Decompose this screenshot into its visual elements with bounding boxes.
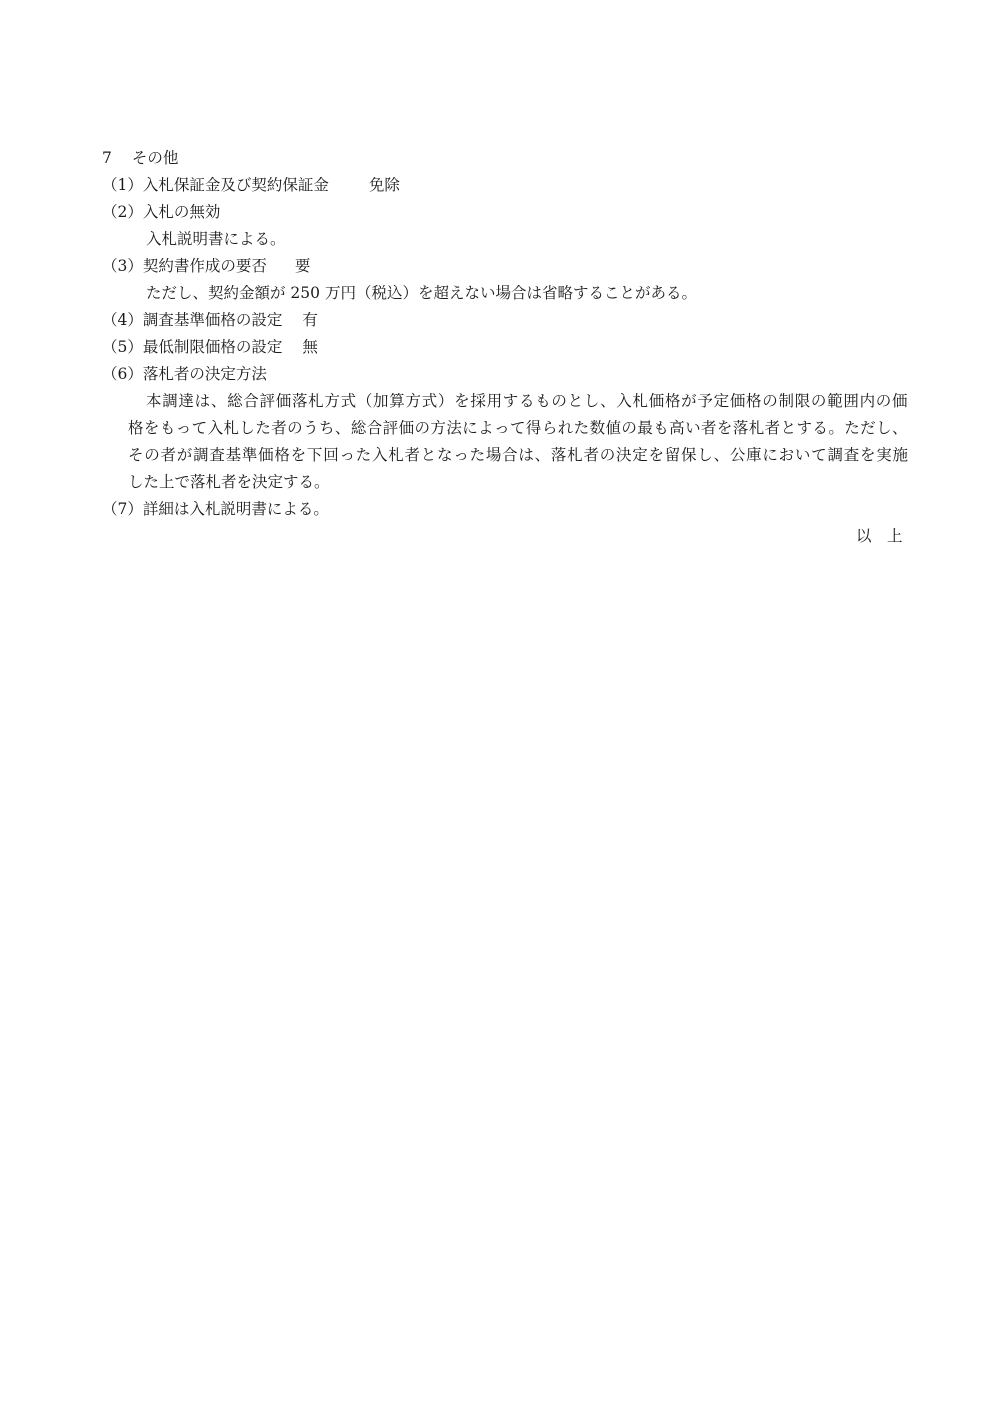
item-1	[102, 175, 400, 195]
item-6-detail-line: 本調達は、総合評価落札方式（加算方式）を採用するものとし、入札価格が予定価格の制限の範囲内の価	[146, 392, 909, 410]
item-marker: （5）	[102, 338, 143, 356]
item-4	[102, 310, 318, 330]
section-number: 7	[102, 149, 112, 167]
item-marker: （4）	[102, 311, 143, 329]
item-marker: （2）	[102, 203, 143, 221]
item-5	[102, 337, 318, 357]
item-6-detail-line: 格をもって入札した者のうち、総合評価の方法によって得られた数値の最も高い者を落札者とする。ただし、	[128, 419, 908, 437]
item-6-detail-line: その者が調査基準価格を下回った入札者となった場合は、落札者の決定を留保し、公庫において調査を実施	[128, 446, 909, 464]
item-marker: （7）	[102, 500, 143, 518]
item-value: 無	[302, 338, 318, 356]
item-marker: （6）	[102, 365, 143, 383]
item-value: 要	[294, 257, 311, 275]
item-marker: （3）	[102, 257, 143, 275]
item-label: 落札者の決定方法	[142, 365, 267, 383]
item-3	[102, 256, 310, 276]
item-label: 入札の無効	[142, 203, 221, 221]
item-6-detail-line: した上で落札者を決定する。	[128, 473, 330, 491]
item-label: 調査基準価格の設定	[142, 311, 283, 329]
item-label: 入札保証金及び契約保証金	[142, 176, 329, 194]
item-marker: （1）	[102, 176, 143, 194]
item-6	[102, 364, 267, 384]
item-3-detail: ただし、契約金額が 250 万円（税込）を超えない場合は省略することがある。	[146, 284, 697, 302]
item-7	[102, 499, 329, 519]
item-2	[102, 202, 220, 222]
closing-mark: 以 上	[856, 527, 903, 545]
item-label: 契約書作成の要否	[142, 257, 267, 275]
section-title: その他	[131, 149, 179, 167]
item-2-detail: 入札説明書による。	[146, 230, 286, 248]
section-heading	[102, 148, 178, 168]
item-value: 免除	[368, 176, 400, 194]
item-value: 有	[302, 311, 318, 329]
item-label: 詳細は入札説明書による。	[142, 500, 329, 518]
item-label: 最低制限価格の設定	[142, 338, 283, 356]
